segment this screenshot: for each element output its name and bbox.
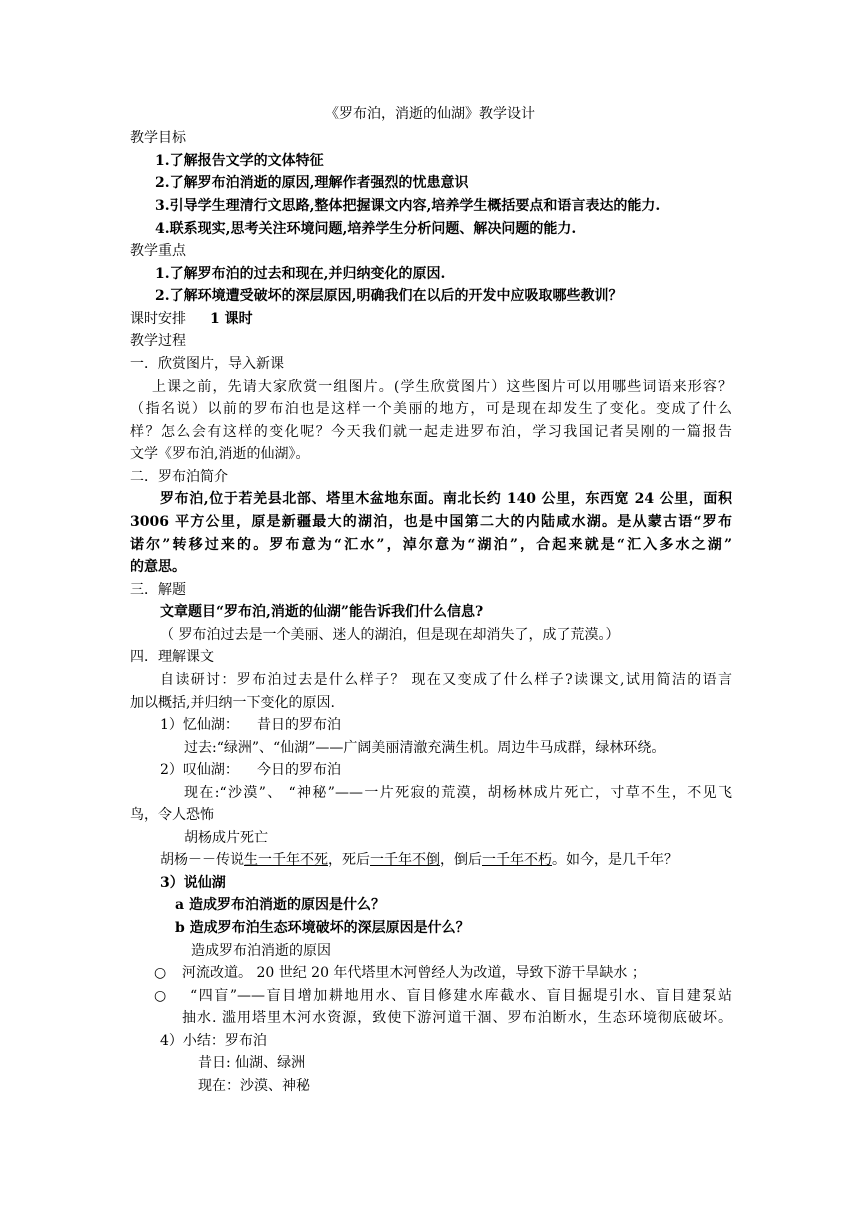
paragraph-line: 自读研讨：罗布泊过去是什么样子？ 现在又变成了什么样子?读课文,试用简洁的语言 [160,672,732,688]
schedule-value: 1 课时 [210,311,253,327]
process-heading: 教学过程 [130,333,186,349]
part-label: 3）说仙湖 [160,875,226,891]
key-point-item: 2.了解环境遭受破坏的深层原因,明确我们在以后的开发中应吸取哪些教训？ [155,288,623,304]
document-title: 《罗布泊，消逝的仙湖》教学设计 [325,106,535,122]
reason-item: 抽水. 滥用塔里木河水资源，致使下游河道干涸、罗布泊断水，生态环境彻底破坏。 [182,1010,732,1026]
huyang-text: 。如今，是几千年？ [552,852,678,868]
reason-item: 河流改道。 20 世纪 20 年代塔里木河曾经人为改道，导致下游干旱缺水 ； [182,965,646,981]
question-a: a 造成罗布泊消逝的原因是什么？ [175,897,385,913]
paragraph-line: 上课之前，先请大家欣赏一组图片。(学生欣赏图片）这些图片可以用哪些词语来形容？ [152,379,732,395]
part-label: 4）小结：罗布泊 [160,1033,267,1049]
section-heading: 一．欣赏图片，导入新课 [130,356,284,372]
part-label: 2）叹仙湖： [160,762,239,778]
key-points-heading: 教学重点 [130,243,186,259]
paragraph-line: （指名说）以前的罗布泊也是这样一个美丽的地方，可是现在却发生了变化。变成了什么 [130,401,732,417]
bullet-icon: ○ [154,988,167,1004]
summary-now: 现在：沙漠、神秘 [198,1078,310,1094]
title-question: 文章题目“罗布泊,消逝的仙湖”能告诉我们什么信息? [160,604,484,620]
question-b: b 造成罗布泊生态环境破坏的深层原因是什么？ [175,920,470,936]
schedule-label: 课时安排 [130,311,186,327]
objective-item: 1.了解报告文学的文体特征 [155,153,324,169]
part-title: 昔日的罗布泊 [257,717,341,733]
huyang-text: 胡杨－－传说 [160,852,244,868]
huyang-text: ，死后 [328,852,370,868]
reason-item: “四盲”——盲目增加耕地用水、盲目修建水库截水、盲目掘堤引水、盲目建泵站 [190,988,732,1004]
part-label: 1）忆仙湖： [160,717,239,733]
huyang-underline: 一千年不朽 [482,852,552,868]
part-title: 今日的罗布泊 [257,762,341,778]
objective-item: 3.引导学生理清行文思路,整体把握课文内容,培养学生概括要点和语言表达的能力. [155,198,661,214]
paragraph-line: 的意思。 [130,559,186,575]
huyang-line [160,850,678,870]
paragraph-line: 文学《罗布泊,消逝的仙湖》。 [130,446,310,462]
paragraph-line: 样？怎么会有这样的变化呢？今天我们就一起走进罗布泊，学习我国记者吴刚的一篇报告 [130,424,732,440]
section-heading: 四．理解课文 [130,649,214,665]
section-heading: 二．罗布泊简介 [130,469,228,485]
paragraph-line: 3006 平方公里，原是新疆最大的湖泊，也是中国第二大的内陆咸水湖。是从蒙古语“罗布 [130,514,732,530]
paragraph-line: 罗布泊,位于若羌县北部、塔里木盆地东面。南北长约 140 公里，东西宽 24 公里，面积 [160,491,732,507]
title-answer: （ 罗布泊过去是一个美丽、迷人的湖泊，但是现在却消失了，成了荒漠。） [160,627,620,643]
paragraph-line: 加以概括,并归纳一下变化的原因. [130,695,335,711]
key-point-item: 1.了解罗布泊的过去和现在,并归纳变化的原因. [155,266,446,282]
sub-title: 胡杨成片死亡 [184,830,268,846]
paragraph-line: 诺尔”转移过来的。罗布意为“汇水”，淖尔意为“湖泊”，合起来就是“汇入多水之湖” [130,537,732,553]
summary-past: 昔日: 仙湖、绿洲 [198,1055,306,1071]
objectives-heading: 教学目标 [130,130,186,146]
objective-item: 4.联系现实,思考关注环境问题,培养学生分析问题、解决问题的能力. [155,221,577,237]
paragraph-line: 过去:“绿洲”、“仙湖”——广阔美丽清澈充满生机。周边牛马成群，绿林环绕。 [184,740,666,756]
reasons-title: 造成罗布泊消逝的原因 [191,943,331,959]
bullet-icon: ○ [154,965,167,981]
section-heading: 三．解题 [130,582,186,598]
huyang-underline: 生一千年不死 [244,852,328,868]
huyang-underline: 一千年不倒 [370,852,440,868]
huyang-text: ，倒后 [440,852,482,868]
paragraph-line: 鸟，令人恐怖 [130,807,214,823]
paragraph-line: 现在:“沙漠”、 “神秘”——一片死寂的荒漠，胡杨林成片死亡，寸草不生，不见飞 [184,785,732,801]
objective-item: 2.了解罗布泊消逝的原因,理解作者强烈的忧患意识 [155,175,469,191]
